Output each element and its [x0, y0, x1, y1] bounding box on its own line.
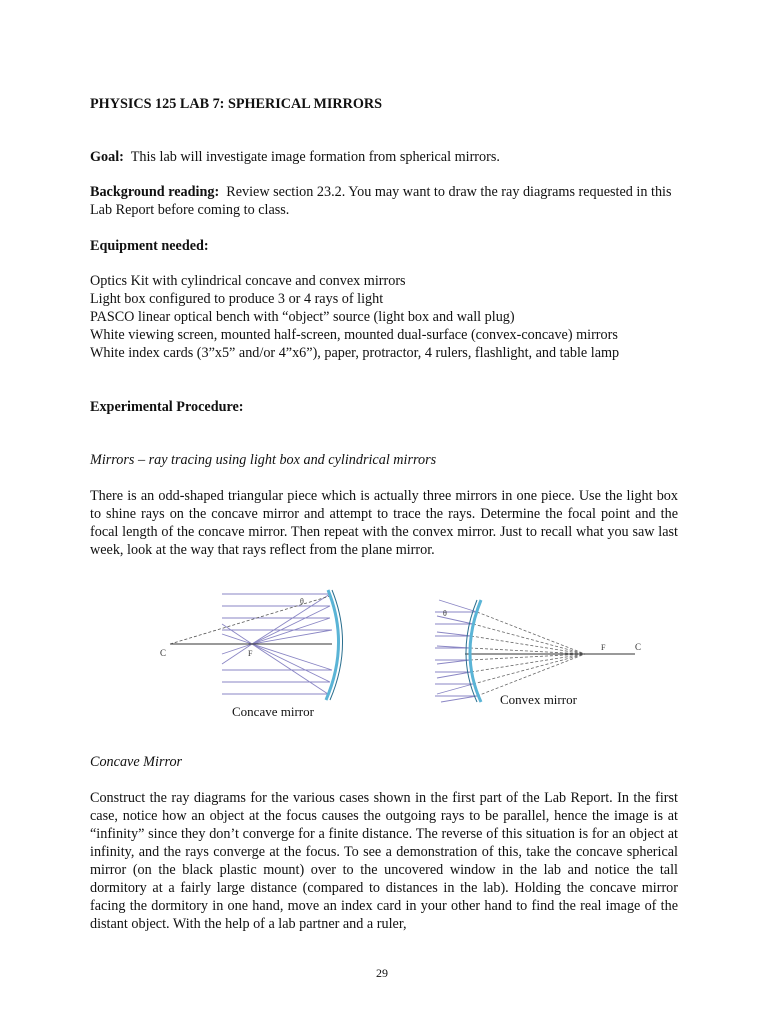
- equipment-item: White viewing screen, mounted half-screen, mounted dual-surface (convex-concave) mirrors: [90, 327, 618, 343]
- equipment-list: [90, 272, 678, 362]
- procedure-heading: Experimental Procedure:: [90, 399, 244, 415]
- background-label: Background reading:: [90, 184, 220, 200]
- equipment-item: Optics Kit with cylindrical concave and convex mirrors: [90, 273, 406, 289]
- section-mirrors-text: There is an odd-shaped triangular piece which is actually three mirrors in one piece. Use the light box to shine rays on the concave mirror and attempt to trace the rays. Determine the focal point and the focal length of the concave mirror. Then repeat with the convex mirror. Just to recall what you saw last week, look at the way that rays reflect from the plane mirror.: [90, 488, 678, 558]
- convex-label-theta: θ: [443, 609, 447, 618]
- background-text: Review section 23.2. You may want to draw the ray diagrams requested in this Lab Report before coming to class.: [90, 184, 672, 218]
- page-number: 29: [376, 966, 388, 980]
- convex-label-c: C: [635, 642, 642, 652]
- concave-caption: Concave mirror: [232, 704, 314, 719]
- concave-label-c: C: [160, 648, 167, 658]
- equipment-item: White index cards (3”x5” and/or 4”x6”), paper, protractor, 4 rulers, flashlight, and table lamp: [90, 345, 620, 361]
- goal-paragraph: [90, 148, 678, 166]
- equipment-item: Light box configured to produce 3 or 4 rays of light: [90, 291, 384, 307]
- goal-label: Goal:: [90, 149, 124, 165]
- background-paragraph: [90, 183, 678, 219]
- section-mirrors-heading: Mirrors – ray tracing using light box and cylindrical mirrors: [90, 452, 437, 468]
- convex-caption: Convex mirror: [500, 692, 577, 707]
- concave-label-f: F: [248, 649, 253, 658]
- goal-text: This lab will investigate image formation from spherical mirrors.: [130, 149, 500, 165]
- concave-mirror-diagram: [160, 588, 360, 703]
- equipment-item: PASCO linear optical bench with “object” source (light box and wall plug): [90, 309, 515, 325]
- convex-label-f: F: [601, 643, 606, 652]
- convex-mirror-diagram: [435, 598, 645, 703]
- concave-label-theta: θ: [300, 597, 304, 606]
- section-concave-text: Construct the ray diagrams for the various cases shown in the first part of the Lab Report. In the first case, notice how an object at the focus causes the outgoing rays to be parallel, hence the image is at “infinity” since they don’t converge for a finite distance. The reverse of this situation is for an object at infinity, and the rays converge at the focus. To see a demonstration of this, take the concave spherical mirror (on the black plastic mount) over to the uncovered window in the lab and notice the tall dormitory at a fairly large distance (compared to distances in the lab). Holding the concave mirror facing the dormitory in one hand, move an index card in your other hand to find the real image of the distant object. With the help of a lab partner and a ruler,: [90, 790, 678, 932]
- equipment-heading: Equipment needed:: [90, 238, 209, 254]
- page-title: PHYSICS 125 LAB 7: SPHERICAL MIRRORS: [90, 96, 383, 112]
- section-concave-heading: Concave Mirror: [90, 754, 183, 770]
